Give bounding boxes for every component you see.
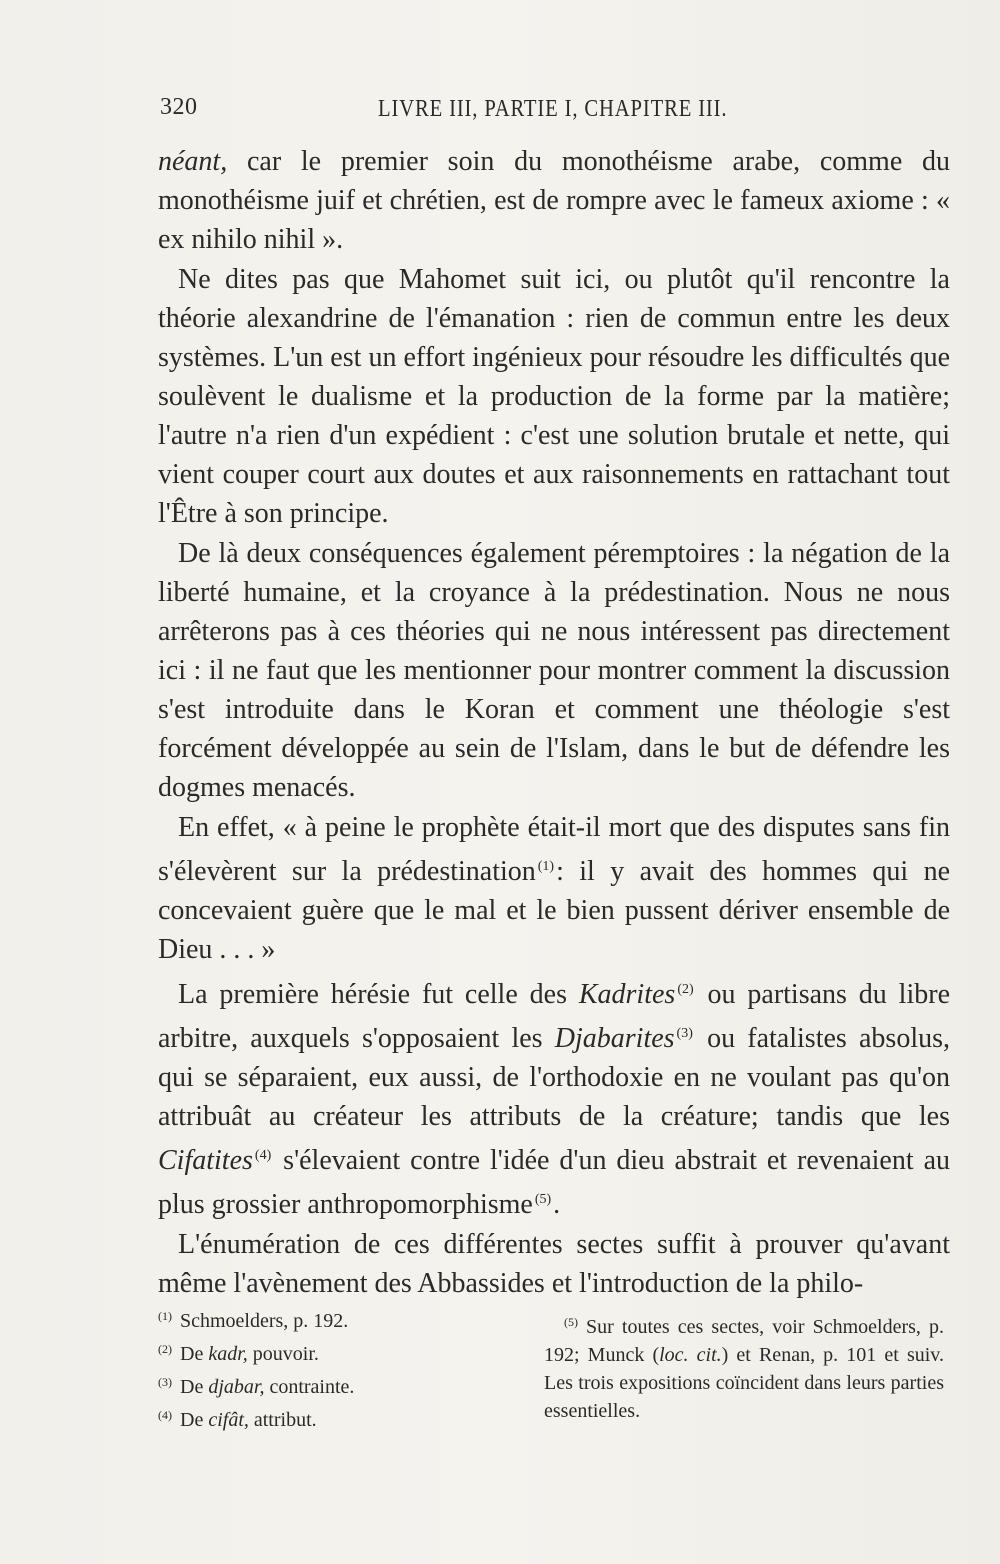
footnote-3 [158, 1368, 518, 1401]
paragraph-4-text-b: : il y avait des hommes qui ne concevaient guère que le mal et le bien pussent dériver ensemble de Dieu . . . » [158, 856, 950, 965]
footnote-italic: loc. cit. [659, 1344, 722, 1366]
footnotes-left-column [158, 1302, 518, 1434]
paragraph-3: De là deux conséquences également péremptoires : la négation de la liberté humaine, et la croyance à la prédestination. Nous ne nous arrêterons pas à ces théories qui ne nous intéressent pas directement ici : il ne faut que les mentionner pour montrer comment la discussion s'est introduite dans le Koran et comment une théologie s'est forcément développée au sein de l'Islam, dans le but de défendre les dogmes menacés. [158, 538, 950, 803]
footnote-text: De [180, 1376, 209, 1398]
paragraph-1-text: car le premier soin du monothéisme arabe, comme du monothéisme juif et chrétien, est de rompre avec le fameux axiome : « ex nihilo nihil ». [158, 146, 950, 255]
footnote-ref-1: (1) [537, 859, 555, 874]
footnote-text: pouvoir. [247, 1343, 319, 1365]
body-text [158, 142, 950, 1303]
paragraph-6: L'énumération de ces différentes sectes suffit à prouver qu'avant même l'avènement des Abbassides et l'introduction de la philo- [158, 1229, 950, 1299]
footnote-mark: (2) [158, 1342, 172, 1356]
page-header [160, 94, 950, 134]
footnote-text: contrainte. [264, 1376, 355, 1398]
footnote-1 [158, 1302, 518, 1335]
italic-word: néant, [158, 146, 228, 177]
footnote-text: attribut. [248, 1409, 317, 1431]
footnote-mark: (5) [564, 1315, 578, 1329]
footnote-4 [158, 1401, 518, 1434]
paragraph-5-text-e: . [553, 1189, 561, 1220]
footnote-mark: (1) [158, 1309, 172, 1323]
paragraph-4-text-a: En effet, « à peine le prophète était-il mort que des disputes sans fin s'élevèrent sur la prédestination [158, 812, 950, 887]
footnote-text: De [180, 1343, 209, 1365]
paragraph-5-text-a: La première hérésie fut celle des [178, 979, 579, 1010]
page-number: 320 [160, 94, 198, 120]
footnote-ref-3: (3) [676, 1026, 693, 1041]
paragraph-5-text-c: ou fatalistes absolus, qui se séparaient, eux aussi, de l'orthodoxie en ne voulant pas qu'on attribuât au créateur les attributs de la créature; tandis que les [158, 1023, 950, 1132]
footnote-text: Schmoelders, p. 192. [180, 1310, 349, 1332]
paragraph-5 [158, 970, 950, 1224]
footnote-5 [544, 1308, 944, 1425]
footnote-2 [158, 1335, 518, 1368]
footnote-italic: djabar, [208, 1376, 265, 1398]
footnote-text: Sur toutes ces sectes, voir Schmoelders, p. 192; Munck ( [544, 1316, 944, 1366]
footnotes [158, 1302, 950, 1432]
footnotes-right-column [544, 1308, 944, 1425]
footnote-mark: (4) [158, 1408, 172, 1422]
footnote-italic: cifât, [208, 1409, 249, 1431]
paragraph-2: Ne dites pas que Mahomet suit ici, ou plutôt qu'il rencontre la théorie alexandrine de l'émanation : rien de commun entre les deux systèmes. L'un est un effort ingénieux pour résoudre les difficultés que soulèvent le dualisme et la production de la forme par la matière; l'autre n'a rien d'un expédient : c'est une solution brutale et nette, qui vient couper court aux doutes et aux raisonnements en rattachant tout l'Être à son principe. [158, 264, 950, 529]
term-cifatites: Cifatites [158, 1145, 253, 1176]
paragraph-4 [158, 808, 950, 969]
footnote-text: De [180, 1409, 209, 1431]
footnote-ref-4: (4) [254, 1148, 272, 1163]
running-head: LIVRE III, PARTIE I, CHAPITRE III. [378, 96, 728, 122]
paragraph-1 [158, 142, 950, 259]
footnote-ref-2: (2) [677, 982, 694, 997]
footnote-text: ) et Renan, p. 101 et suiv. Les trois expositions coïncident dans leurs parties essentielles. [544, 1344, 944, 1422]
footnote-ref-5: (5) [534, 1192, 552, 1207]
footnote-italic: kadr, [208, 1343, 248, 1365]
term-djabarites: Djabarites [554, 1023, 675, 1054]
paragraph-5-text-d: s'élevaient contre l'idée d'un dieu abstrait et revenaient au plus grossier anthropomorphisme [158, 1145, 950, 1220]
footnote-mark: (3) [158, 1375, 172, 1389]
term-kadrites: Kadrites [578, 979, 676, 1010]
paragraph-5-text-b: ou partisans du libre arbitre, auxquels s'opposaient les [158, 979, 950, 1054]
